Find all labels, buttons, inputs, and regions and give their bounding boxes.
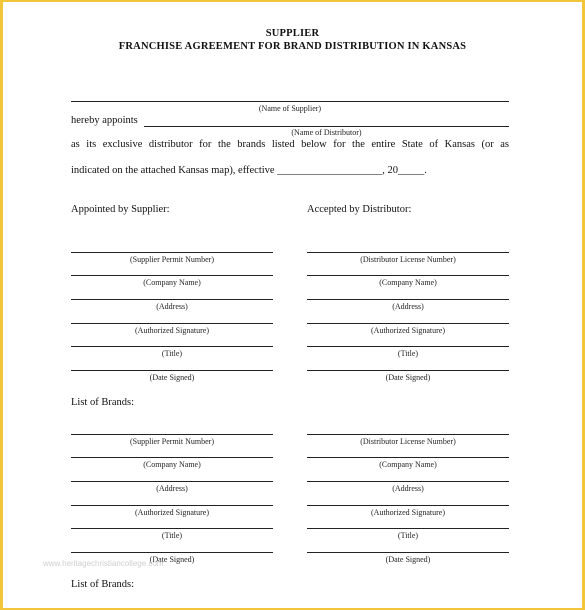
company-name-caption: (Company Name) xyxy=(143,460,201,469)
document-page xyxy=(3,2,582,608)
signature-line xyxy=(307,528,509,529)
signature-line xyxy=(307,505,509,506)
address-caption: (Address) xyxy=(392,302,424,311)
authorized-signature-caption: (Authorized Signature) xyxy=(135,508,209,517)
hereby-appoints-label: hereby appoints xyxy=(71,115,138,126)
signature-line xyxy=(307,299,509,300)
signature-line xyxy=(307,252,509,253)
signature-line xyxy=(71,528,273,529)
company-name-caption: (Company Name) xyxy=(143,278,201,287)
signature-line xyxy=(307,346,509,347)
date-signed-caption: (Date Signed) xyxy=(149,555,195,564)
signature-line xyxy=(307,370,509,371)
signature-line xyxy=(71,323,273,324)
appointed-by-supplier-heading: Appointed by Supplier: xyxy=(71,204,170,215)
title-caption: (Title) xyxy=(397,349,419,358)
date-signed-caption: (Date Signed) xyxy=(149,373,195,382)
signature-line xyxy=(307,434,509,435)
distributor-license-number-caption: (Distributor License Number) xyxy=(360,255,456,264)
title-caption: (Title) xyxy=(161,349,183,358)
authorized-signature-caption: (Authorized Signature) xyxy=(135,326,209,335)
signature-line xyxy=(307,552,509,553)
agreement-paragraph-line1: as its exclusive distributor for the brands listed below for the entire State of Kansas (or as xyxy=(71,139,509,150)
title-caption: (Title) xyxy=(397,531,419,540)
agreement-paragraph-line2: indicated on the attached Kansas map), effective ____________________, 20_____. xyxy=(71,165,427,176)
company-name-caption: (Company Name) xyxy=(379,460,437,469)
watermark-text: www.heritagechristiancollege.com xyxy=(43,559,164,568)
supplier-permit-number-caption: (Supplier Permit Number) xyxy=(130,437,214,446)
authorized-signature-caption: (Authorized Signature) xyxy=(371,326,445,335)
address-caption: (Address) xyxy=(392,484,424,493)
signature-line xyxy=(71,275,273,276)
signature-line xyxy=(307,323,509,324)
signature-line xyxy=(71,481,273,482)
address-caption: (Address) xyxy=(156,302,188,311)
signature-line xyxy=(71,505,273,506)
authorized-signature-caption: (Authorized Signature) xyxy=(371,508,445,517)
distributor-license-number-caption: (Distributor License Number) xyxy=(360,437,456,446)
signature-line xyxy=(307,481,509,482)
company-name-caption: (Company Name) xyxy=(379,278,437,287)
list-of-brands-label: List of Brands: xyxy=(71,397,134,408)
signature-line xyxy=(307,275,509,276)
title-caption: (Title) xyxy=(161,531,183,540)
accepted-by-distributor-heading: Accepted by Distributor: xyxy=(307,204,412,215)
address-caption: (Address) xyxy=(156,484,188,493)
date-signed-caption: (Date Signed) xyxy=(385,373,431,382)
document-title-line2: FRANCHISE AGREEMENT FOR BRAND DISTRIBUTION IN KANSAS xyxy=(118,41,467,52)
name-of-supplier-caption: (Name of Supplier) xyxy=(258,104,322,113)
signature-line xyxy=(71,299,273,300)
supplier-permit-number-caption: (Supplier Permit Number) xyxy=(130,255,214,264)
signature-line xyxy=(71,346,273,347)
name-of-distributor-caption: (Name of Distributor) xyxy=(291,128,362,137)
distributor-name-line xyxy=(144,126,509,127)
signature-line xyxy=(71,370,273,371)
signature-line xyxy=(71,457,273,458)
supplier-name-line xyxy=(71,101,509,102)
signature-line xyxy=(307,457,509,458)
document-title-line1: SUPPLIER xyxy=(265,28,320,39)
list-of-brands-label: List of Brands: xyxy=(71,579,134,590)
signature-line xyxy=(71,434,273,435)
signature-line xyxy=(71,252,273,253)
signature-line xyxy=(71,552,273,553)
date-signed-caption: (Date Signed) xyxy=(385,555,431,564)
